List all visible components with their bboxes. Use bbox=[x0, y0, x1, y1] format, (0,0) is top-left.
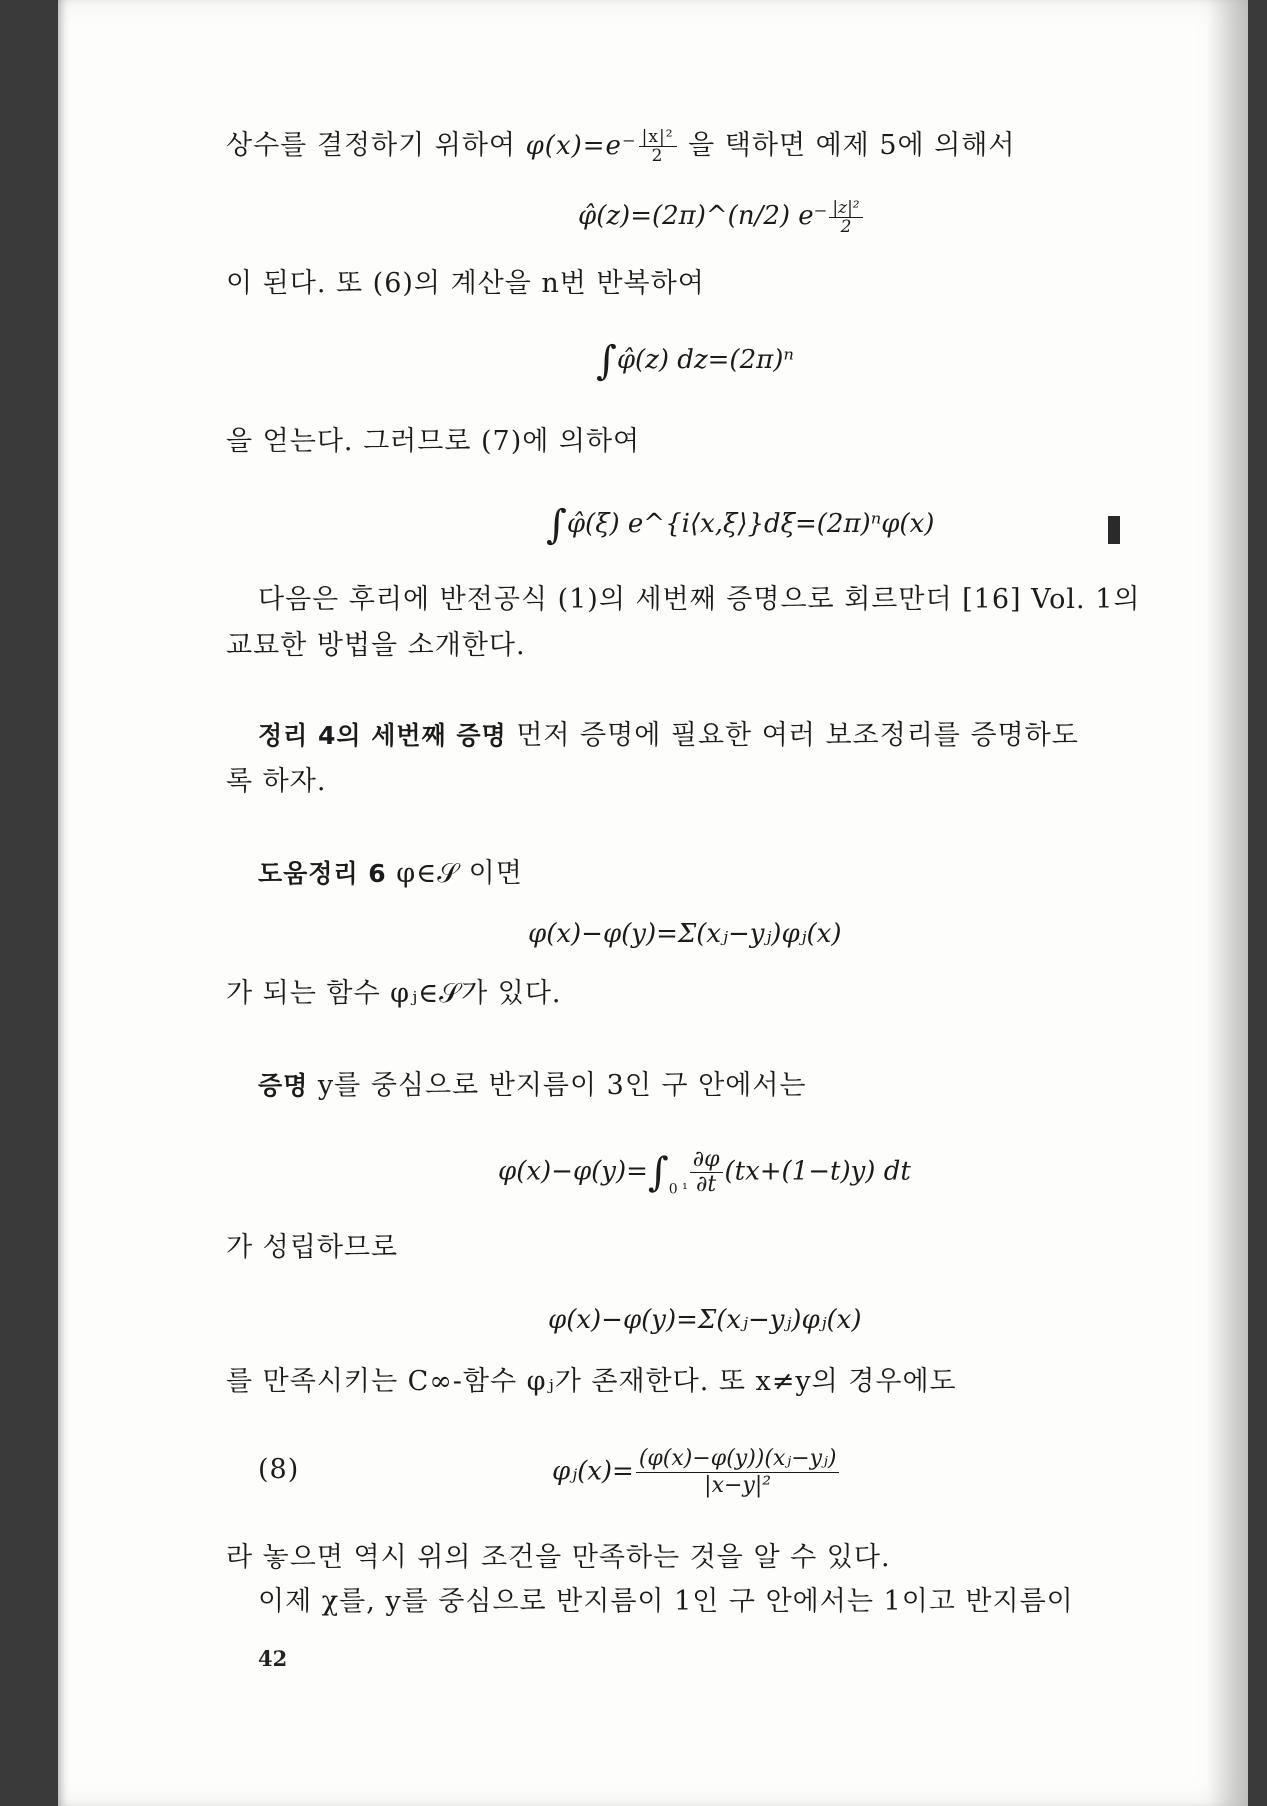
text-segment: 을 택하면 예제 5에 의해서 bbox=[688, 130, 1016, 161]
text-line-3: 을 얻는다. 그러므로 (7)에 의하여 bbox=[226, 426, 641, 457]
text-line-11: 가 성립하므로 bbox=[226, 1232, 399, 1263]
integral-sign: ∫ bbox=[647, 1149, 669, 1196]
frac-den: 2 bbox=[651, 146, 664, 166]
text-line-2: 이 된다. 또 (6)의 계산을 n번 반복하여 bbox=[226, 268, 705, 299]
page-number: 42 bbox=[258, 1646, 288, 1671]
qed-mark bbox=[1108, 516, 1120, 544]
text-line-4: 다음은 후리에 반전공식 (1)의 세번째 증명으로 회르만더 [16] Vol. 1의 bbox=[258, 584, 1141, 615]
lemma-heading: 도움정리 6 bbox=[258, 859, 387, 888]
equation-sum: φ(x)−φ(y)=Σ(xⱼ−yⱼ)φⱼ(x) bbox=[548, 1305, 862, 1335]
text-segment: y를 중심으로 반지름이 3인 구 안에서는 bbox=[317, 1070, 807, 1101]
book-page bbox=[58, 0, 1248, 1806]
text-line-8 bbox=[258, 856, 523, 892]
text-line-7: 록 하자. bbox=[226, 766, 327, 797]
text-line-14: 이제 χ를, y를 중심으로 반지름이 1인 구 안에서는 1이고 반지름이 bbox=[258, 1586, 1074, 1617]
theorem-heading: 정리 4의 세번째 증명 bbox=[258, 721, 507, 750]
page-edge-shadow bbox=[1208, 0, 1248, 1806]
math-phi-def: φ(x)=e⁻ bbox=[525, 131, 637, 161]
eq-text: φ̂(ξ) e^{i⟨x,ξ⟩}dξ=(2π)ⁿφ(x) bbox=[566, 509, 935, 539]
frac-num: |z|² bbox=[829, 199, 862, 218]
frac-num: ∂φ bbox=[690, 1148, 723, 1173]
frac-num: |x|² bbox=[639, 128, 677, 147]
frac-den: ∂t bbox=[696, 1172, 717, 1197]
text-line-10 bbox=[258, 1068, 806, 1104]
eq-text: φ̂(z)=(2π)^(n/2) e⁻ bbox=[578, 201, 828, 231]
text-segment: 먼저 증명에 필요한 여러 보조정리를 증명하도 bbox=[516, 720, 1079, 751]
text-line-9: 가 되는 함수 φⱼ∈𝒮가 있다. bbox=[226, 978, 562, 1009]
eq-text: φⱼ(x)= bbox=[552, 1456, 634, 1487]
text-line-6 bbox=[258, 718, 1079, 754]
frac-num: (φ(x)−φ(y))(xⱼ−yⱼ) bbox=[636, 1446, 840, 1473]
text-line-1 bbox=[226, 128, 1015, 165]
text-line-12: 를 만족시키는 C∞-함수 φⱼ가 존재한다. 또 x≠y의 경우에도 bbox=[226, 1366, 957, 1397]
equation-fourier-gauss bbox=[578, 198, 865, 236]
integral-limits: 0 ¹ bbox=[668, 1181, 688, 1198]
integral-sign: ∫ bbox=[596, 338, 617, 384]
equation-proof-integral bbox=[498, 1148, 911, 1208]
text-segment: φ∈𝒮 이면 bbox=[396, 858, 523, 889]
eq-text: (tx+(1−t)y) dt bbox=[724, 1156, 911, 1187]
frac-den: |x−y|² bbox=[704, 1473, 772, 1498]
eq-text: φ̂(z) dz=(2π)ⁿ bbox=[616, 345, 794, 375]
frac-den: 2 bbox=[840, 216, 852, 237]
equation-integral-1 bbox=[596, 338, 794, 384]
exponent-fraction bbox=[829, 199, 862, 236]
text-line-5: 교묘한 방법을 소개한다. bbox=[226, 630, 526, 661]
text-line-13: 라 놓으면 역시 위의 조건을 만족하는 것을 알 수 있다. bbox=[226, 1542, 891, 1573]
eq-text: φ(x)−φ(y)= bbox=[498, 1156, 648, 1187]
integral-sign: ∫ bbox=[546, 502, 567, 548]
equation-number: (8) bbox=[258, 1454, 300, 1485]
equation-inversion bbox=[546, 502, 935, 548]
eq8-fraction bbox=[636, 1446, 840, 1499]
proof-heading: 증명 bbox=[258, 1071, 309, 1100]
equation-8 bbox=[552, 1446, 841, 1499]
partial-fraction bbox=[690, 1148, 723, 1197]
exponent-fraction bbox=[639, 128, 677, 165]
equation-lemma: φ(x)−φ(y)=Σ(xⱼ−yⱼ)φⱼ(x) bbox=[528, 919, 842, 949]
text-segment: 상수를 결정하기 위하여 bbox=[226, 130, 516, 161]
